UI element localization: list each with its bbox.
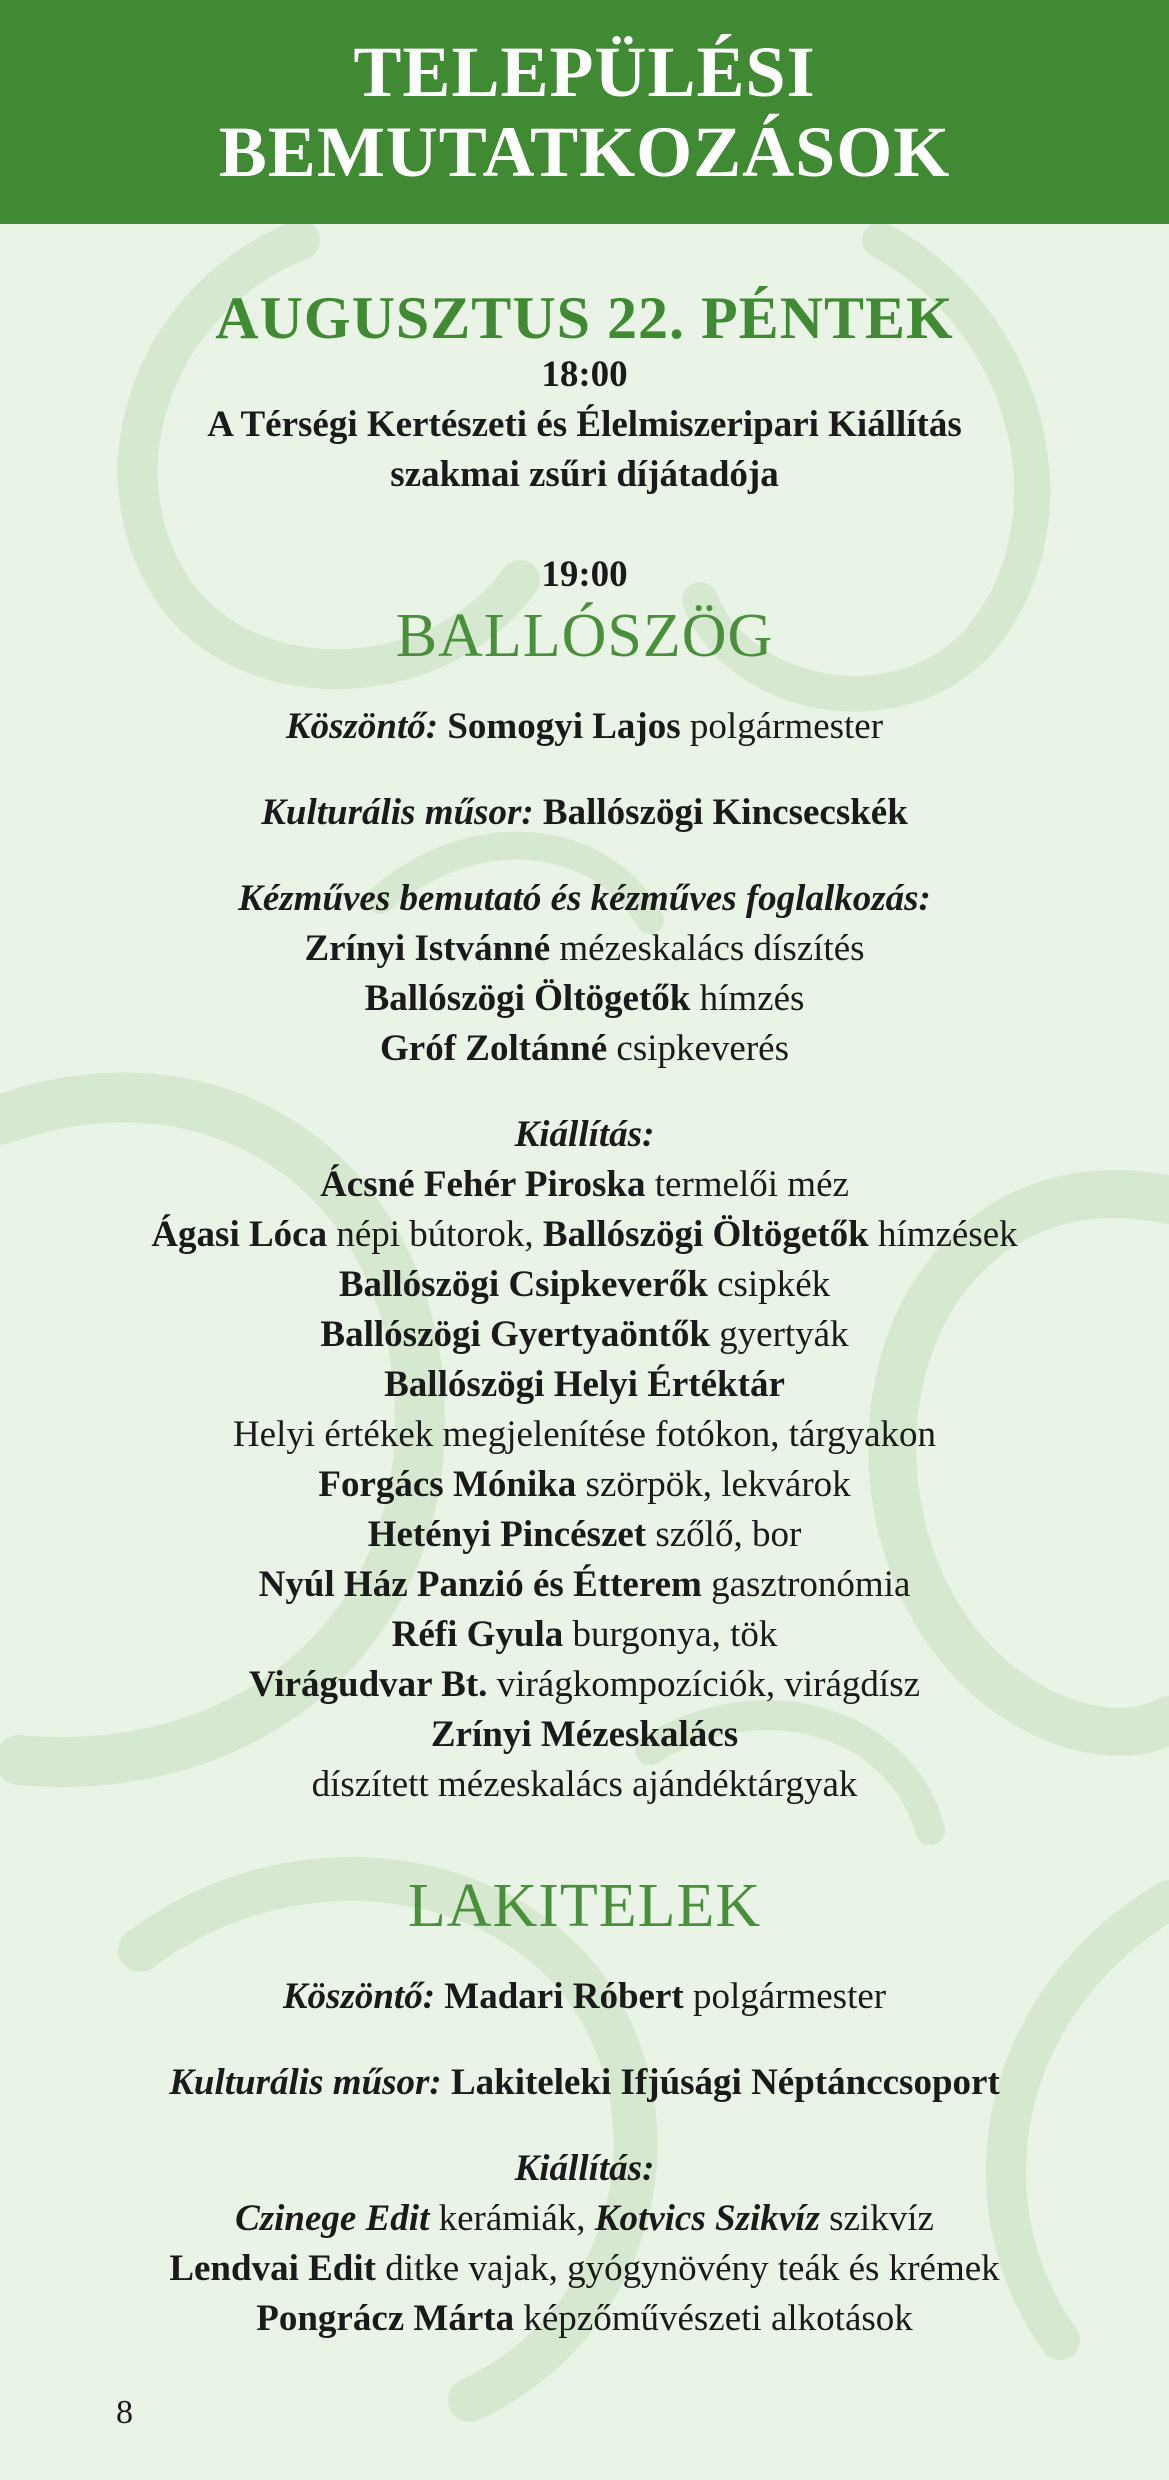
greeting-role: polgármester: [680, 706, 884, 747]
crafts-label: Kézműves bemutató és kézműves foglalkozás:: [238, 878, 931, 919]
culture-value: Ballószögi Kincsecskék: [542, 792, 908, 833]
ballószög-greeting: [0, 702, 1169, 752]
culture-value: Lakiteleki Ifjúsági Néptánccsoport: [450, 2062, 1000, 2103]
crafts-item: Gróf Zoltánné csipkeverés: [380, 1028, 789, 1069]
crafts-item: Zrínyi Istvánné mézeskalács díszítés: [304, 928, 865, 969]
program-content: [0, 286, 1169, 2344]
exhibitor-description: Helyi értékek megjelenítése fotókon, tárgyakon: [232, 1414, 937, 1455]
greeting-label: Köszöntő:: [282, 1976, 436, 2017]
greeting-label: Köszöntő:: [285, 706, 439, 747]
event1-title-line-2: szakmai zsűri díjátadója: [390, 454, 779, 495]
exhibition-label: Kiállítás:: [514, 2148, 655, 2189]
exhibitor-line: Ballószögi Csipkeverők csipkék: [338, 1264, 831, 1305]
event1-time: 18:00: [541, 354, 628, 395]
exhibitor-description: díszített mézeskalács ajándéktárgyak: [311, 1764, 858, 1805]
exhibitor-line: Ácsné Fehér Piroska termelői méz: [320, 1164, 849, 1205]
exhibitor-line: Ágasi Lóca népi bútorok, Ballószögi Öltögetők hímzések: [151, 1214, 1018, 1255]
town-heading-ballószög: BALLÓSZÖG: [395, 602, 774, 670]
town-heading-lakitelek: LAKITELEK: [407, 1872, 762, 1940]
greeting-name: Madari Róbert: [444, 1976, 684, 2017]
lakitelek-culture: [0, 2058, 1169, 2108]
exhibitor-line: Czinege Edit kerámiák, Kotvics Szikvíz szikvíz: [235, 2198, 934, 2239]
page-number: 8: [116, 2394, 133, 2431]
event1-title-line-1: A Térségi Kertészeti és Élelmiszeripari Kiállítás: [207, 404, 962, 445]
exhibition-label: Kiállítás:: [514, 1114, 655, 1155]
exhibitor-line: Ballószögi Helyi Értéktár: [384, 1364, 785, 1405]
header-title-line-1: TELEPÜLÉSI: [353, 32, 816, 112]
event2-time: 19:00: [541, 554, 628, 595]
exhibitor-line: Nyúl Ház Panzió és Étterem gasztronómia: [258, 1564, 911, 1605]
exhibitor-line: Hetényi Pincészet szőlő, bor: [367, 1514, 802, 1555]
greeting-role: polgármester: [683, 1976, 887, 2017]
lakitelek-greeting: [0, 1972, 1169, 2022]
exhibitor-line: Pongrácz Márta képzőművészeti alkotások: [256, 2298, 913, 2339]
exhibitor-line: Lendvai Edit ditke vajak, gyógynövény teák és krémek: [169, 2248, 1000, 2289]
ballószög-culture: [0, 788, 1169, 838]
greeting-name: Somogyi Lajos: [447, 706, 681, 747]
header-title-line-2: BEMUTATKOZÁSOK: [218, 112, 951, 192]
exhibitor-line: Zrínyi Mézeskalács: [430, 1714, 739, 1755]
date-heading: AUGUSZTUS 22. PÉNTEK: [215, 285, 954, 351]
crafts-item: Ballószögi Öltögetők hímzés: [364, 978, 805, 1019]
culture-label: Kulturális műsor:: [261, 792, 534, 833]
exhibitor-line: Virágudvar Bt. virágkompozíciók, virágdísz: [248, 1664, 921, 1705]
exhibitor-line: Ballószögi Gyertyaöntők gyertyák: [320, 1314, 849, 1355]
page-header-banner: [0, 0, 1169, 224]
culture-label: Kulturális műsor:: [169, 2062, 442, 2103]
exhibitor-line: Forgács Mónika szörpök, lekvárok: [318, 1464, 851, 1505]
exhibitor-line: Réfi Gyula burgonya, tök: [391, 1614, 778, 1655]
